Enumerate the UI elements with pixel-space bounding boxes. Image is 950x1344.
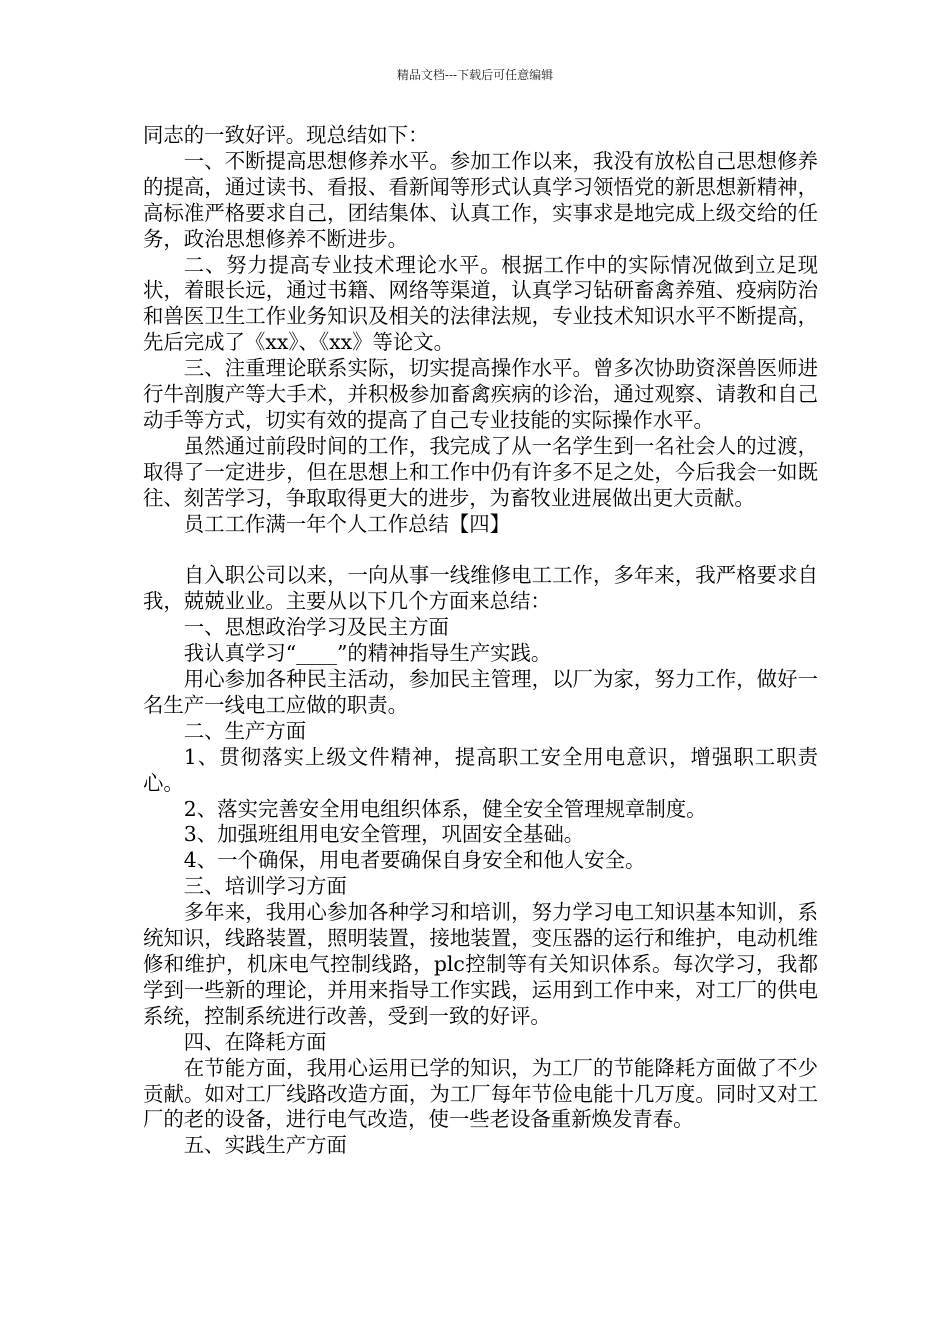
subheading: 一、思想政治学习及民主方面 xyxy=(183,615,449,640)
paragraph: 虽然通过前段时间的工作，我完成了从一名学生到一名社会人的过渡，取得了一定进步，但在思想上和工作中仍有许多不足之处，今后我会一如既往、刻苦学习，争取取得更大的进步，为畜牧业进展做出更大贡献。 xyxy=(143,433,818,510)
paragraph: 三、注重理论联系实际，切实提高操作水平。曾多次协助资深兽医师进行牛剖腹产等大手术，并积极参加畜禽疾病的诊治，通过观察、请教和自己动手等方式，切实有效的提高了自己专业技能的实际操作水平。 xyxy=(143,356,818,432)
paragraph: 多年来，我用心参加各种学习和培训，努力学习电工知识基本知训，系统知识，线路装置，照明装置，接地装置，变压器的运行和维护，电动机维修和维护，机床电气控制线路，plc控制等有关知识体系。每次学习，我都学到一些新的理论，并用来指导工作实践，运用到工作中来，对工厂的供电系统，控制系统进行改善，受到一致的好评。 xyxy=(143,900,818,1028)
subheading: 二、生产方面 xyxy=(183,718,307,743)
paragraph: 自入职公司以来，一向从事一线维修电工工作，多年来，我严格要求自我，兢兢业业。主要从以下几个方面来总结： xyxy=(143,563,818,614)
section-title: 员工工作满一年个人工作总结【四】 xyxy=(183,511,511,536)
list-item: 2、落实完善安全用电组织体系，健全安全管理规章制度。 xyxy=(183,796,707,821)
paragraph: 二、努力提高专业技术理论水平。根据工作中的实际情况做到立足现状，着眼长远，通过书籍、网络等渠道，认真学习钻研畜禽养殖、疫病防治和兽医卫生工作业务知识及相关的法律法规，专业技术知识水平不断提高，先后完成了《xx》、《xx》等论文。 xyxy=(143,252,818,355)
paragraph: 一、不断提高思想修养水平。参加工作以来，我没有放松自己思想修养的提高，通过读书、看报、看新闻等形式认真学习领悟党的新思想新精神，高标准严格要求自己，团结集体、认真工作，实事求是地完成上级交给的任务，政治思想修养不断进步。 xyxy=(143,148,818,251)
blank-line xyxy=(143,538,818,564)
list-item: 1、贯彻落实上级文件精神，提高职工安全用电意识，增强职工职责心。 xyxy=(143,744,818,795)
list-item: 4、一个确保，用电者要确保自身安全和他人安全。 xyxy=(183,848,646,873)
subheading: 四、在降耗方面 xyxy=(183,1029,327,1054)
subheading: 五、实践生产方面 xyxy=(183,1133,347,1158)
paragraph: 我认真学习“____”的精神指导生产实践。 xyxy=(183,641,552,666)
paragraph: 在节能方面，我用心运用已学的知识，为工厂的节能降耗方面做了不少贡献。如对工厂线路改造方面，为工厂每年节俭电能十几万度。同时又对工厂的老的设备，进行电气改造，使一些老设备重新焕发青春。 xyxy=(143,1055,818,1132)
list-item: 3、加强班组用电安全管理，巩固安全基础。 xyxy=(183,822,585,847)
subheading: 三、培训学习方面 xyxy=(183,874,347,899)
page-header: 精品文档---下载后可任意编辑 xyxy=(396,68,554,82)
paragraph: 用心参加各种民主活动，参加民主管理，以厂为家，努力工作，做好一名生产一线电工应做的职责。 xyxy=(143,667,818,717)
document-body xyxy=(143,123,818,1159)
paragraph: 同志的一致好评。现总结如下： xyxy=(143,123,429,147)
